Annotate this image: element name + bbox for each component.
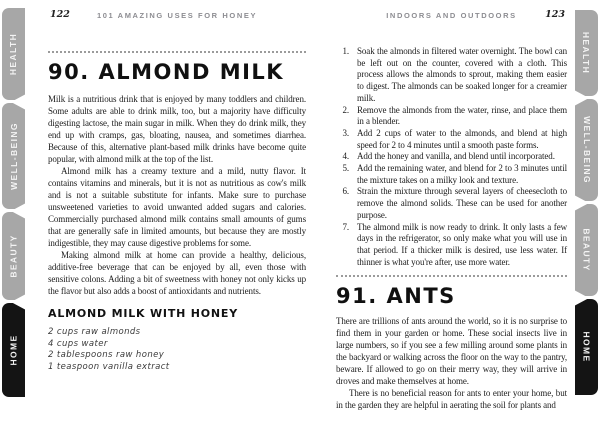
step-number: 3. (342, 127, 349, 138)
step-number: 4. (342, 151, 349, 162)
section-title-almond-milk: 90. ALMOND MILK (48, 60, 285, 84)
dotted-divider (48, 51, 306, 53)
right-page (336, 8, 567, 411)
tab-label-well-being: WELL-BEING (581, 116, 592, 184)
step-text: Add 2 cups of water to the almonds, and blend at high speed for 2 to 4 minutes until a smooth paste forms. (357, 127, 567, 150)
tab-notch-icon (11, 203, 26, 219)
tab-label-beauty: BEAUTY (581, 228, 592, 272)
step-item (336, 186, 567, 221)
step-number: 2. (342, 104, 349, 115)
tab-label-well-being: WELL-BEING (8, 122, 19, 190)
step-item (336, 105, 567, 128)
step-text: The almond milk is now ready to drink. It only lasts a few days in the refrigerator, so only make what you will use in that period. If a thicker milk is desired, use less water. If thinner is what you're after, use more water. (357, 221, 567, 267)
ingredient-item: 1 teaspoon vanilla extract (48, 361, 170, 372)
ingredient-item: 2 cups raw almonds (48, 327, 141, 337)
page-number-left: 122 (50, 9, 70, 20)
almond-milk-body (48, 93, 306, 297)
step-text: Soak the almonds in filtered water overnight. The bowl can be left out on the counter, covered with a cloth. This process allows the almonds to sprout, making them easier to digest. The almonds can be soaked longer for a creamier milk. (357, 46, 567, 103)
section-title-ants: 91. ANTS (336, 284, 456, 309)
sidebar-tab-well-being-left[interactable] (2, 103, 25, 209)
sidebar-tab-health-right[interactable] (575, 10, 598, 96)
step-text: Remove the almonds from the water, rinse, and place them in a blender. (357, 104, 567, 127)
running-header-right: INDOORS AND OUTDOORS (386, 11, 517, 20)
sidebar-tab-home-right-active[interactable] (575, 299, 598, 395)
page-number-right: 123 (545, 9, 565, 20)
ingredient-item: 4 cups water (48, 338, 108, 349)
step-text: Strain the mixture through several layers of cheesecloth to remove the almond solids. These can be used for another purpose. (357, 186, 567, 220)
ingredient-list (48, 327, 306, 373)
tab-label-home: HOME (581, 331, 592, 363)
ingredient-item: 2 tablespoons raw honey (48, 350, 165, 360)
right-page-header (336, 8, 567, 22)
step-number: 7. (342, 221, 349, 232)
tab-notch-icon (11, 94, 26, 110)
tab-notch-icon (574, 90, 589, 106)
step-text: Add the remaining water, and blend for 2 to 3 minutes until the mixture takes on a milky look and texture. (357, 163, 567, 185)
tab-label-home: HOME (8, 334, 19, 366)
right-tab-rail (575, 10, 598, 398)
step-item (336, 163, 567, 186)
step-number: 5. (342, 163, 349, 174)
paragraph: Almond milk has a creamy texture and a mild, nutty flavor. It contains vitamins and minerals, but it is not as nutritious as cow's milk and is not a suitable substitute for infants. Make sure to purchase unsweetened varieties to avoid unwanted added sugars and calories. Commercially purchased almond milk contains small amounts of gums that are generally safe in limited amounts, but because they are mostly indigestible, they may cause digestive problems for some. (48, 166, 306, 248)
step-item (336, 222, 567, 269)
recipe-heading: ALMOND MILK WITH HONEY (48, 307, 238, 320)
paragraph: There is no beneficial reason for ants to enter your home, but in the garden they are helpful in aerating the soil for plants and (336, 388, 567, 411)
sidebar-tab-beauty-right[interactable] (575, 204, 598, 296)
ants-body (336, 315, 567, 411)
step-number: 1. (342, 46, 349, 56)
left-page (48, 8, 306, 373)
tab-label-beauty: BEAUTY (8, 234, 19, 278)
tab-notch-icon (574, 195, 589, 211)
tab-label-health: HEALTH (8, 32, 19, 76)
left-tab-rail (2, 8, 25, 400)
tab-notch-icon (574, 290, 589, 306)
sidebar-tab-home-left-active[interactable] (2, 303, 25, 397)
step-text: Add the honey and vanilla, and blend until incorporated. (357, 151, 555, 162)
tab-notch-icon (11, 294, 26, 310)
dotted-divider (336, 275, 567, 277)
tab-label-health: HEALTH (581, 31, 592, 75)
running-header-left: 101 AMAZING USES FOR HONEY (96, 11, 258, 20)
paragraph: Milk is a nutritious drink that is enjoyed by many toddlers and children. Some adults are able to drink milk, too, but a majority have difficulty digesting lactose, the main sugar in milk. When they do drink milk, they end up with cramps, gas, bloating, nausea, and sometimes diarrhea. Because of this, alternative plant-based milk drinks have become quite popular, with almond milk at the top of the list. (48, 94, 306, 164)
steps-list (336, 46, 567, 268)
step-item (336, 128, 567, 151)
step-number: 6. (342, 186, 349, 197)
step-item (336, 46, 567, 105)
sidebar-tab-beauty-left[interactable] (2, 212, 25, 300)
step-item (336, 151, 567, 163)
paragraph: Making almond milk at home can provide a healthy, delicious, additive-free beverage that can be enjoyed by all, even those with sensitive colons. Adding a bit of sweetness with honey not only kicks up the flavor but also adds a boost of antioxidants and nutrients. (48, 250, 306, 296)
paragraph: There are trillions of ants around the world, so it is no surprise to find them in your garden or home. These social insects live in large numbers, so if you see a few milling around some plants in the backyard or walking across the floor on the way to the pantry, beware. If allowed to go on their merry way, they will arrive in droves and make themselves at home. (336, 316, 567, 387)
sidebar-tab-well-being-right[interactable] (575, 99, 598, 201)
left-page-header (48, 8, 306, 22)
sidebar-tab-health-left[interactable] (2, 8, 25, 100)
